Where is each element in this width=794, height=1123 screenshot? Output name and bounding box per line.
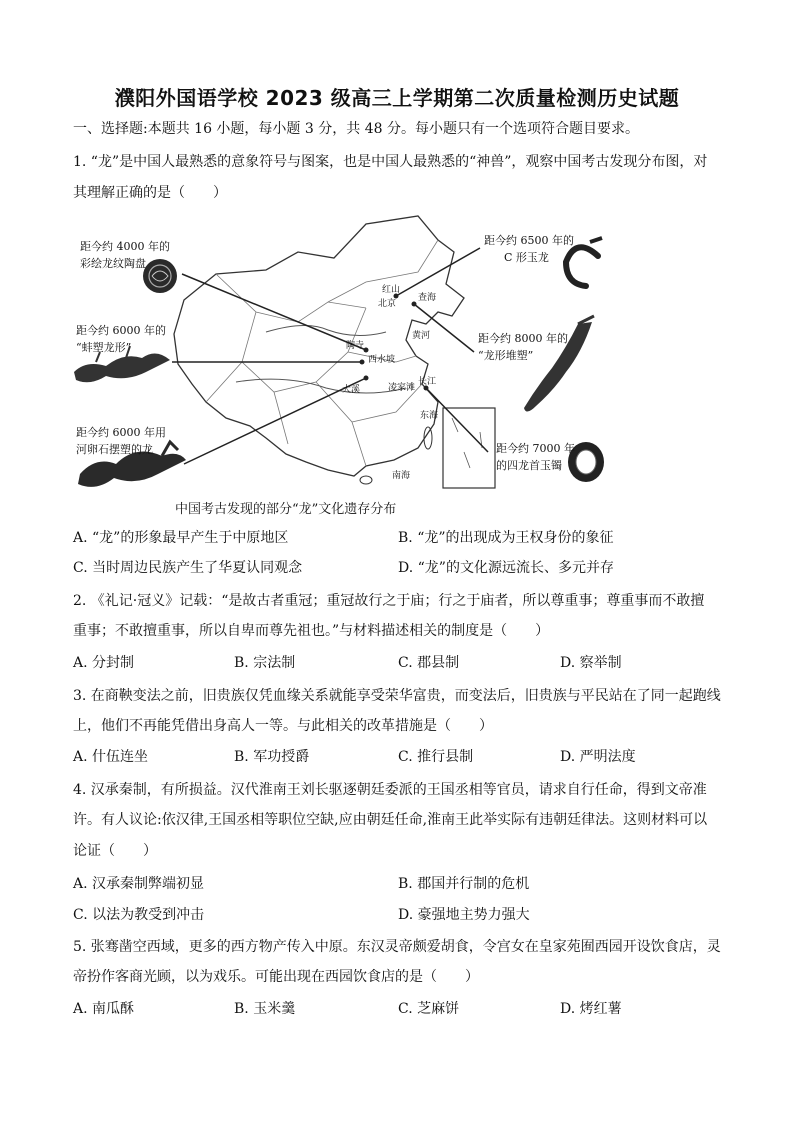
question-1-line-1: 1. “龙”是中国人最熟悉的意象符号与图案，也是中国人最熟悉的“神兽”，观察中国考古发现分布图，对 bbox=[73, 154, 708, 170]
place-xishuipo: 西水坡 bbox=[368, 355, 396, 365]
map-label-dragon-mound: 距今约 8000 年的 “龙形堆塑” bbox=[478, 332, 568, 362]
q3-option-c: C. 推行县制 bbox=[398, 749, 474, 765]
page-title: 濮阳外国语学校 2023 级高三上学期第二次质量检测历史试题 bbox=[114, 86, 680, 110]
q1-option-b: B. “龙”的出现成为王权身份的象征 bbox=[398, 530, 614, 546]
question-5-line-1: 5. 张骞凿空西域，更多的西方物产传入中原。东汉灵帝颇爱胡食，令宫女在皇家苑囿西园开设饮食店，灵 bbox=[73, 939, 721, 955]
q2-option-b: B. 宗法制 bbox=[234, 655, 296, 671]
q2-option-d: D. 察举制 bbox=[560, 655, 622, 671]
q5-option-a: A. 南瓜酥 bbox=[73, 1001, 135, 1017]
q2-option-c: C. 郡县制 bbox=[398, 655, 460, 671]
map-label-clam-dragon: 距今约 6000 年的 “蚌塑龙形” bbox=[76, 324, 166, 354]
question-5-line-2: 帝扮作客商光顾，以为戏乐。可能出现在西园饮食店的是（ ） bbox=[73, 969, 479, 985]
place-yangtze: 长江 bbox=[418, 377, 437, 387]
place-east-china-sea: 东海 bbox=[420, 411, 439, 421]
map-label-pebble-dragon: 距今约 6000 年用 河卵石摆塑的龙 bbox=[76, 426, 166, 456]
q1-option-a: A. “龙”的形象最早产生于中原地区 bbox=[73, 530, 289, 546]
question-3-line-1: 3. 在商鞅变法之前，旧贵族仅凭血缘关系就能享受荣华富贵，而变法后，旧贵族与平民站在了同一起跑线 bbox=[73, 688, 721, 704]
q3-option-a: A. 什伍连坐 bbox=[73, 749, 149, 765]
china-outline bbox=[174, 216, 464, 476]
section-heading: 一、选择题:本题共 16 小题，每小题 3 分，共 48 分。每小题只有一个选项符合题目要求。 bbox=[73, 121, 639, 137]
place-south-china-sea: 南海 bbox=[392, 471, 411, 481]
q4-option-d: D. 豪强地主势力强大 bbox=[398, 907, 530, 923]
q5-option-d: D. 烤红薯 bbox=[560, 1001, 622, 1017]
question-3-line-2: 上，他们不再能凭借出身高人一等。与此相关的改革措施是（ ） bbox=[73, 718, 493, 734]
q4-option-c: C. 以法为教受到冲击 bbox=[73, 907, 205, 923]
question-2-line-2: 重事；不敢擅重事，所以自卑而尊先祖也。”与材料描述相关的制度是（ ） bbox=[73, 623, 550, 639]
place-hongshan: 红山 bbox=[382, 285, 401, 295]
place-taosi: 陶寺 bbox=[346, 341, 365, 351]
map-label-jade-bracelet: 距今约 7000 年 的四龙首玉镯 bbox=[496, 442, 575, 472]
place-daxi: 大溪 bbox=[342, 385, 361, 395]
q5-option-c: C. 芝麻饼 bbox=[398, 1001, 460, 1017]
q3-option-b: B. 军功授爵 bbox=[234, 749, 310, 765]
map-caption: 中国考古发现的部分“龙”文化遗存分布 bbox=[175, 502, 397, 517]
south-china-sea-inset bbox=[443, 408, 495, 488]
place-lingjiatan: 凌家滩 bbox=[388, 383, 416, 393]
question-4-line-2: 许。有人议论:依汉律,王国丞相等职位空缺,应由朝廷任命,淮南王此举实际有违朝廷律法。这则材料可以 bbox=[73, 812, 708, 828]
q2-option-a: A. 分封制 bbox=[73, 655, 135, 671]
map-label-jade-dragon: 距今约 6500 年的 C 形玉龙 bbox=[484, 234, 574, 264]
map-label-pottery: 距今约 4000 年的 彩绘龙纹陶盘 bbox=[80, 240, 170, 270]
q1-option-c: C. 当时周边民族产生了华夏认同观念 bbox=[73, 560, 303, 576]
question-4-line-1: 4. 汉承秦制，有所损益。汉代淮南王刘长驱逐朝廷委派的王国丞相等官员，请求自行任命，得到文帝准 bbox=[73, 782, 707, 798]
question-4-line-3: 论证（ ） bbox=[73, 843, 157, 859]
q3-option-d: D. 严明法度 bbox=[560, 749, 636, 765]
place-beijing: 北京 bbox=[378, 299, 397, 309]
place-yellow-river: 黄河 bbox=[412, 331, 431, 341]
q5-option-b: B. 玉米羹 bbox=[234, 1001, 296, 1017]
q4-option-b: B. 郡国并行制的危机 bbox=[398, 876, 530, 892]
q1-option-d: D. “龙”的文化源远流长、多元并存 bbox=[398, 560, 614, 576]
question-1-line-2: 其理解正确的是（ ） bbox=[73, 185, 227, 201]
question-2-line-1: 2. 《礼记·冠义》记载：“是故古者重冠；重冠故行之于庙；行之于庙者，所以尊重事；尊重事而不敢擅 bbox=[73, 593, 705, 609]
q4-option-a: A. 汉承秦制弊端初显 bbox=[73, 876, 205, 892]
place-chahai: 查海 bbox=[418, 293, 437, 303]
dragon-site-map-figure bbox=[66, 212, 606, 507]
